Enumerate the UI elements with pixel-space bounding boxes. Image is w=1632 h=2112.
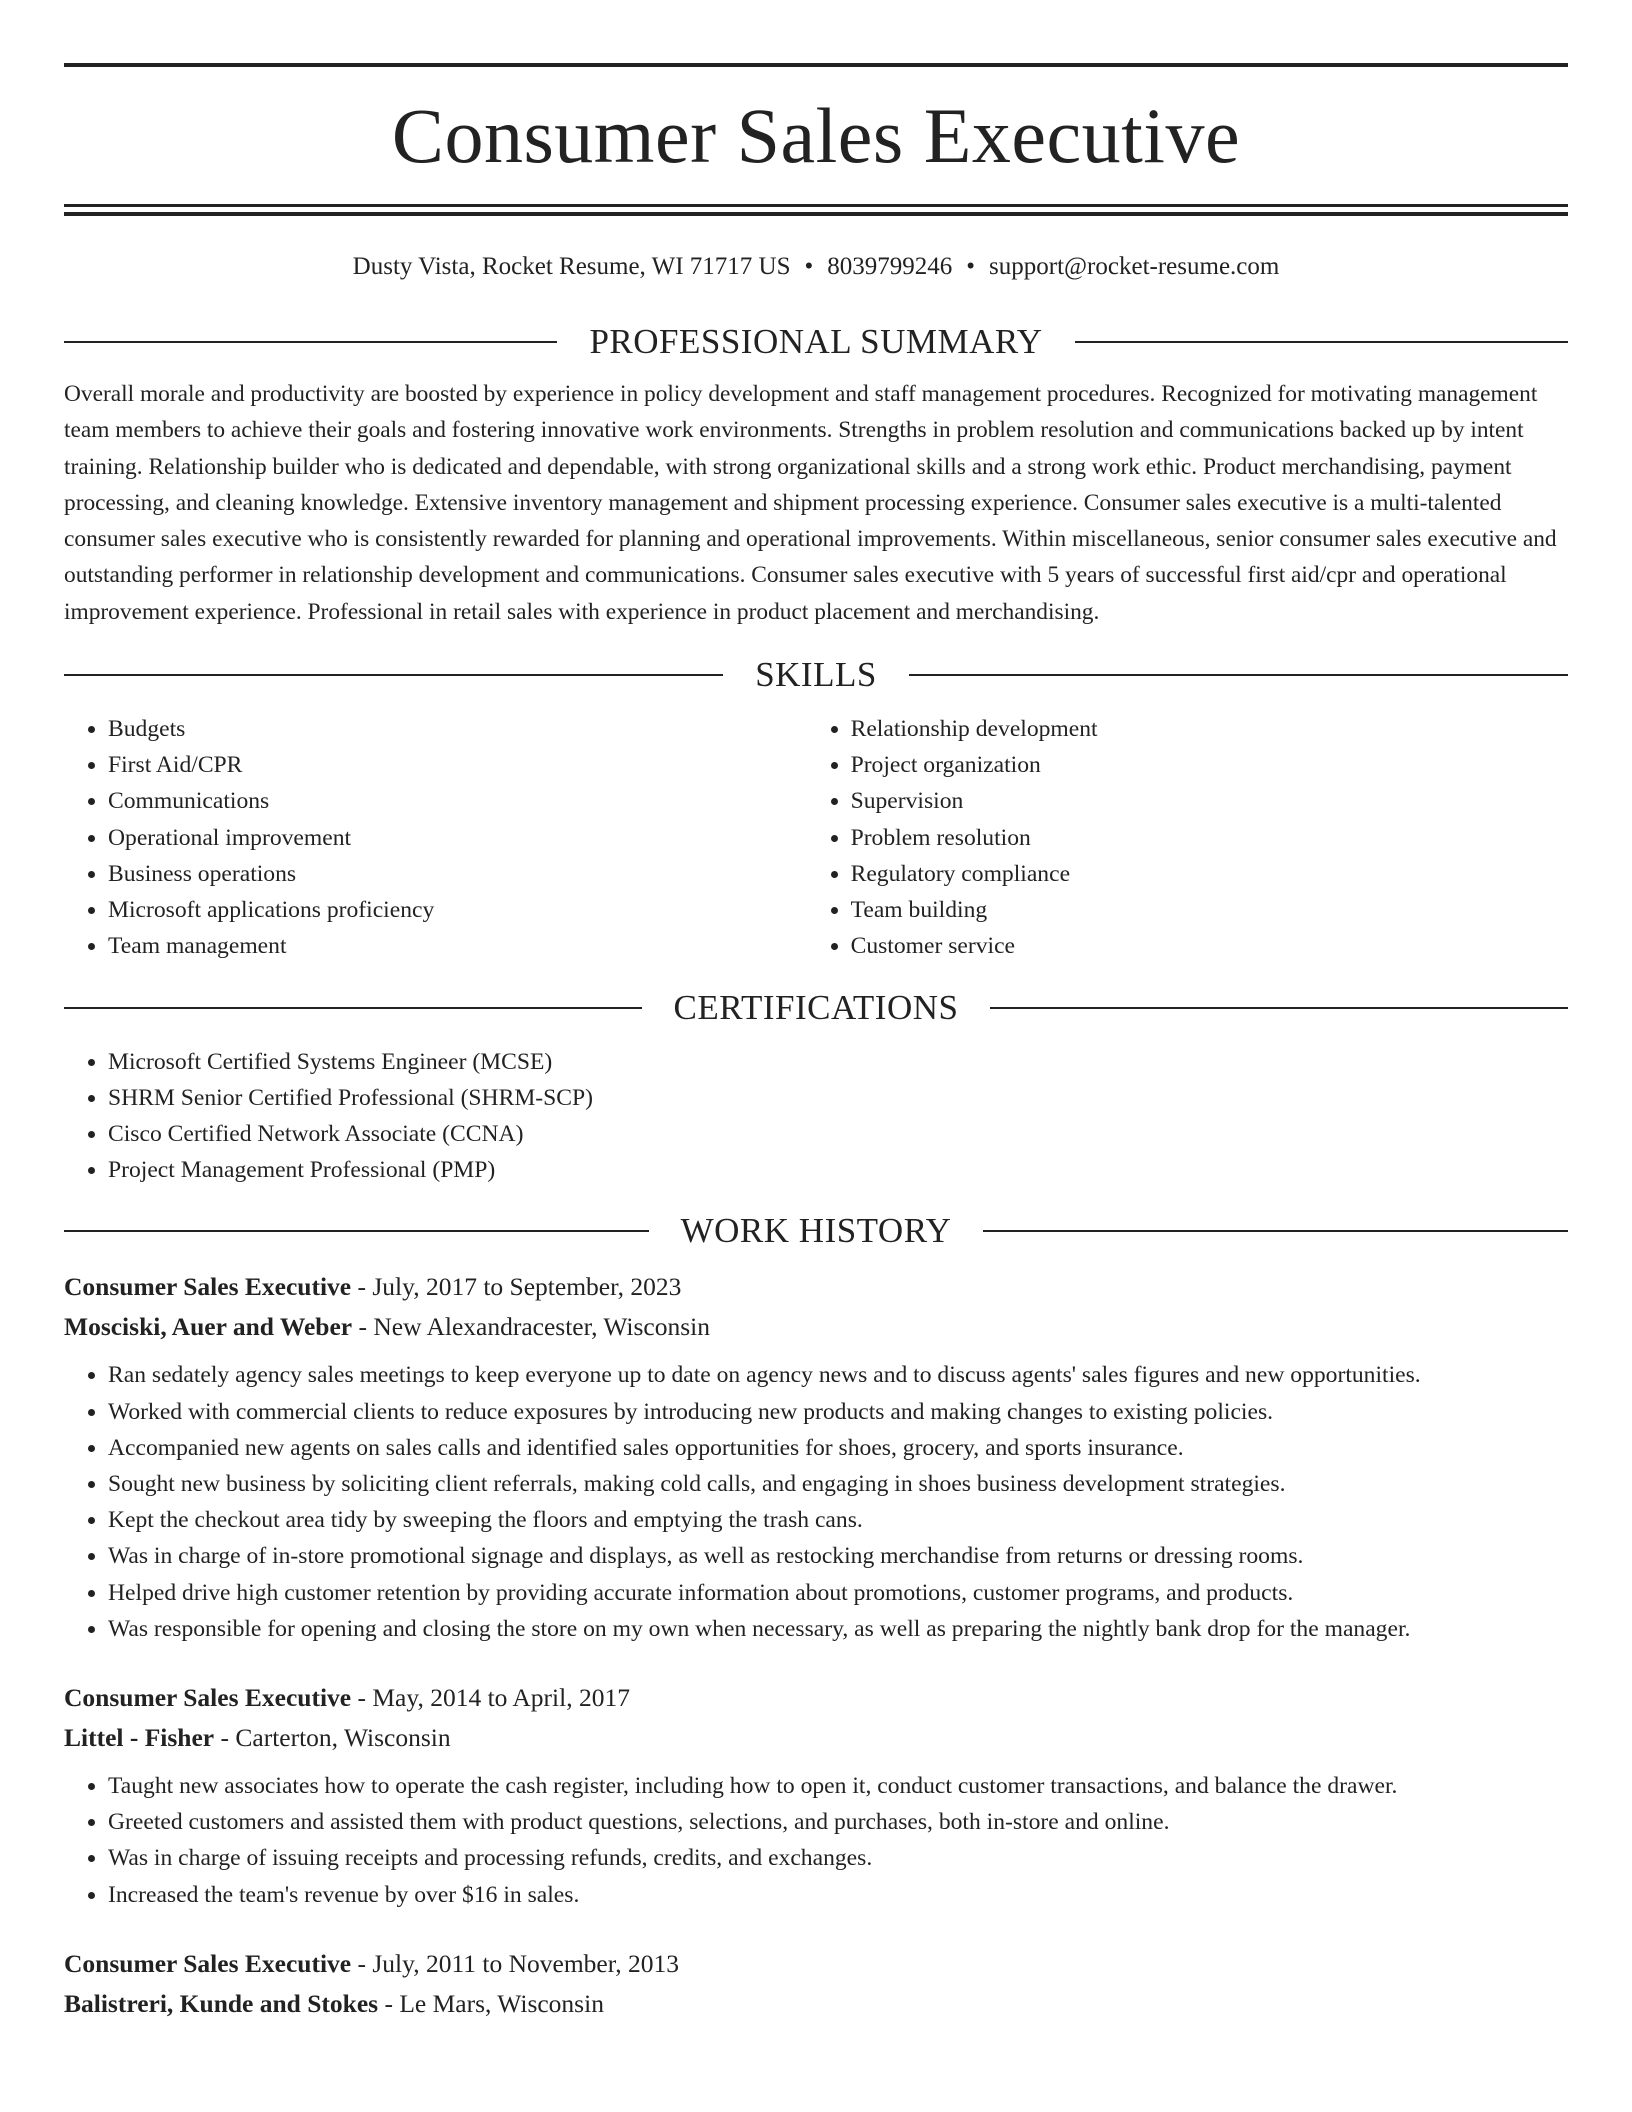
job-company: Littel - Fisher [64, 1722, 215, 1752]
job-title: Consumer Sales Executive [64, 1682, 352, 1712]
heading-rule-left [64, 1007, 642, 1009]
certifications-list [64, 1030, 1568, 1189]
job-bullet: • Increased the team's revenue by over $16 in sales. [108, 1877, 1568, 1913]
job-title: Consumer Sales Executive [64, 1948, 352, 1978]
heading-rule-left [64, 1230, 649, 1232]
skills-heading-text: SKILLS [755, 655, 877, 695]
job-entry [64, 1267, 1568, 1647]
skill-item: • Problem resolution [851, 820, 1568, 856]
job-dates: July, 2011 to November, 2013 [372, 1948, 679, 1978]
contact-phone: 8039799246 [827, 253, 953, 280]
contact-email: support@rocket-resume.com [989, 253, 1280, 280]
job-title: Consumer Sales Executive [64, 1272, 352, 1302]
job-location: Le Mars, Wisconsin [399, 1988, 604, 2018]
skill-item: • Customer service [851, 928, 1568, 964]
job-company-line: Balistreri, Kunde and Stokes - Le Mars, Wisconsin [64, 1988, 604, 2018]
job-location: Carterton, Wisconsin [235, 1722, 451, 1752]
summary-paragraph: Overall morale and productivity are boosted by experience in policy development and staff management procedures. Recognized for motivating management team members to achieve their goals and fostering innovative work environments. Strengths in problem resolution and communications backed up by intent training. Relationship builder who is dedicated and dependable, with strong organizational skills and a strong work ethic. Product merchandising, payment processing, and cleaning knowledge. Extensive inventory management and shipment processing experience. Consumer sales executive is a multi-talented consumer sales executive who is consistently rewarded for planning and operational improvements. Within miscellaneous, senior consumer sales executive and outstanding performer in relationship development and communications. Consumer sales executive with 5 years of successful first aid/cpr and operational improvement experience. Professional in retail sales with experience in product placement and merchandising. [64, 381, 1557, 625]
skills-list-right [807, 711, 1568, 964]
job-company-line: Mosciski, Auer and Weber - New Alexandracester, Wisconsin [64, 1312, 711, 1342]
skill-item: • Operational improvement [108, 820, 807, 856]
heading-rule-left [64, 341, 557, 343]
job-bullet: • Ran sedately agency sales meetings to keep everyone up to date on agency news and to discuss agents' sales figures and new opportunities. [108, 1357, 1568, 1393]
job-dates: July, 2017 to September, 2023 [372, 1272, 682, 1302]
job-bullet: • Greeted customers and assisted them with product questions, selections, and purchases, both in-store and online. [108, 1804, 1568, 1840]
heading-rule-right [983, 1230, 1568, 1232]
skill-item: • Regulatory compliance [851, 856, 1568, 892]
job-company: Balistreri, Kunde and Stokes [64, 1988, 379, 2018]
job-bullet: • Accompanied new agents on sales calls and identified sales opportunities for shoes, grocery, and sports insurance. [108, 1430, 1568, 1466]
skill-item: • Relationship development [851, 711, 1568, 747]
job-bullet: • Sought new business by soliciting client referrals, making cold calls, and engaging in shoes business development strategies. [108, 1466, 1568, 1502]
job-dates: May, 2014 to April, 2017 [372, 1682, 630, 1712]
job-location: New Alexandracester, Wisconsin [373, 1312, 711, 1342]
skill-item: • Budgets [108, 711, 807, 747]
skill-item: • First Aid/CPR [108, 747, 807, 783]
resume-title: Consumer Sales Executive [391, 92, 1241, 179]
summary-section-heading [64, 320, 1568, 364]
skill-item: • Business operations [108, 856, 807, 892]
heading-rule-left [64, 674, 723, 676]
work-section-heading [64, 1209, 1568, 1253]
certifications-section-heading [64, 986, 1568, 1030]
certification-item: • Microsoft Certified Systems Engineer (MCSE) [108, 1044, 1568, 1080]
job-bullet: • Was in charge of issuing receipts and processing refunds, credits, and exchanges. [108, 1840, 1568, 1876]
skills-section-heading [64, 653, 1568, 697]
job-bullets [64, 1347, 1568, 1647]
skill-item: • Microsoft applications proficiency [108, 892, 807, 928]
job-title-line: Consumer Sales Executive - July, 2011 to November, 2013 [64, 1948, 679, 1978]
contact-address: Dusty Vista, Rocket Resume, WI 71717 US [352, 253, 791, 280]
certification-item: • Project Management Professional (PMP) [108, 1152, 1568, 1188]
contact-line [64, 250, 1568, 284]
contact-separator: • [804, 253, 814, 280]
certification-item: • Cisco Certified Network Associate (CCNA) [108, 1116, 1568, 1152]
job-bullet: • Was responsible for opening and closing the store on my own when necessary, as well as preparing the nightly bank drop for the manager. [108, 1611, 1568, 1647]
skill-item: • Team management [108, 928, 807, 964]
certification-item: • SHRM Senior Certified Professional (SHRM-SCP) [108, 1080, 1568, 1116]
job-bullet: • Helped drive high customer retention by providing accurate information about promotions, customer programs, and products. [108, 1575, 1568, 1611]
job-entry [64, 1944, 1568, 2024]
skill-item: • Team building [851, 892, 1568, 928]
job-title-line: Consumer Sales Executive - May, 2014 to April, 2017 [64, 1682, 630, 1712]
job-company-line: Littel - Fisher - Carterton, Wisconsin [64, 1722, 451, 1752]
job-bullet: • Worked with commercial clients to reduce exposures by introducing new products and making changes to existing policies. [108, 1394, 1568, 1430]
skill-item: • Communications [108, 783, 807, 819]
skill-item: • Supervision [851, 783, 1568, 819]
contact-separator: • [966, 253, 976, 280]
job-bullet: • Kept the checkout area tidy by sweeping the floors and emptying the trash cans. [108, 1502, 1568, 1538]
skill-item: • Project organization [851, 747, 1568, 783]
job-bullet: • Taught new associates how to operate the cash register, including how to open it, conduct customer transactions, and balance the drawer. [108, 1768, 1568, 1804]
skills-list-left [64, 711, 807, 964]
heading-rule-right [1075, 341, 1568, 343]
job-title-line: Consumer Sales Executive - July, 2017 to September, 2023 [64, 1272, 682, 1302]
summary-heading-text: PROFESSIONAL SUMMARY [589, 322, 1043, 361]
skills-grid [64, 697, 1568, 964]
job-company: Mosciski, Auer and Weber [64, 1312, 353, 1342]
job-bullet: • Was in charge of in-store promotional signage and displays, as well as restocking merchandise from returns or dressing rooms. [108, 1538, 1568, 1574]
resume-page [64, 0, 1568, 2024]
job-entry [64, 1678, 1568, 1913]
work-heading-text: WORK HISTORY [680, 1211, 952, 1251]
job-bullets [64, 1758, 1568, 1913]
heading-rule-right [909, 674, 1568, 676]
heading-rule-right [990, 1007, 1568, 1009]
header-double-rule [64, 204, 1568, 216]
certifications-heading-text: CERTIFICATIONS [673, 987, 959, 1027]
